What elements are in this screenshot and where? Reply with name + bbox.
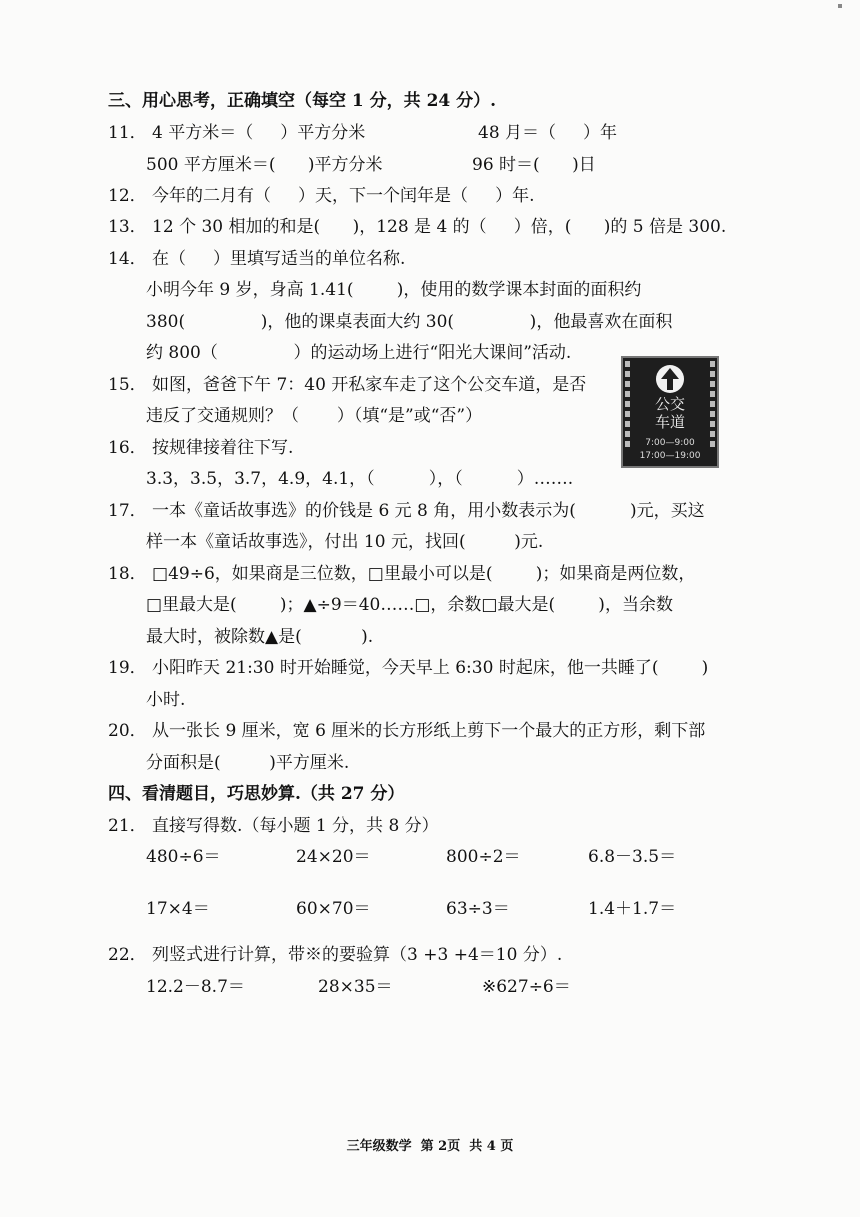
- q18-line2: □里最大是( )；▲÷9＝40……□，余数□最大是( )，当余数: [146, 595, 673, 615]
- sign-time-2: 17:00—19:00: [639, 451, 701, 461]
- film-strip-left: [623, 358, 632, 466]
- q11-line1a: 11． 4 平方米＝（ ）平方分米: [108, 123, 366, 143]
- sign-time-1: 7:00—9:00: [645, 438, 695, 448]
- sign-text-line2: 车道: [654, 413, 685, 431]
- q16: 16． 按规律接着往下写.: [108, 438, 294, 458]
- calc-6: 60×70＝: [296, 899, 371, 919]
- section-4-heading: 四、看清题目，巧思妙算.（共 27 分）: [108, 784, 405, 804]
- q19: 19． 小阳昨天 21:30 时开始睡觉，今天早上 6:30 时起床，他一共睡了( ): [108, 658, 709, 678]
- bus-lane-sign-image: [621, 356, 719, 468]
- page-footer: 三年级数学 第 2页 共 4 页: [346, 1139, 514, 1154]
- scan-mark: [838, 4, 842, 8]
- q17-line2: 样一本《童话故事选》，付出 10 元，找回( )元.: [146, 532, 544, 552]
- q18-line3: 最大时，被除数▲是( ).: [146, 627, 374, 647]
- q11-line2a: 500 平方厘米＝( )平方分米: [146, 155, 383, 175]
- sign-text-line1: 公交: [654, 395, 685, 413]
- calc-1: 480÷6＝: [146, 847, 221, 867]
- vertical-calc-3: ※627÷6＝: [482, 977, 571, 997]
- up-arrow-icon: [653, 364, 687, 394]
- q15: 15． 如图，爸爸下午 7：40 开私家车走了这个公交车道，是否: [108, 375, 587, 395]
- vertical-calc-2: 28×35＝: [318, 977, 393, 997]
- film-strip-right: [708, 358, 717, 466]
- calc-2: 24×20＝: [296, 847, 371, 867]
- q11-line2b: 96 时＝( )日: [472, 155, 596, 175]
- q15-line2: 违反了交通规则？（ ）（填“是”或“否”）: [146, 406, 483, 426]
- q13: 13． 12 个 30 相加的和是( )，128 是 4 的（ ）倍，( )的 5 倍是 300.: [108, 217, 727, 237]
- q16-line2: 3.3，3.5，3.7，4.9，4.1，（ ），（ ）…….: [146, 469, 574, 489]
- vertical-calc-1: 12.2－8.7＝: [146, 977, 245, 997]
- q20-line2: 分面积是( )平方厘米.: [146, 753, 350, 773]
- q19-line2: 小时.: [146, 690, 186, 710]
- calc-5: 17×4＝: [146, 899, 210, 919]
- q12: 12． 今年的二月有（ ）天，下一个闰年是（ ）年.: [108, 186, 535, 206]
- q14-line3: 380( )，他的课桌表面大约 30( )，他最喜欢在面积: [146, 312, 673, 332]
- q22: 22． 列竖式进行计算，带※的要验算（3 +3 +4＝10 分）.: [108, 945, 563, 965]
- q11-line1b: 48 月＝（ ）年: [478, 123, 618, 143]
- q14-line2: 小明今年 9 岁，身高 1.41( )，使用的数学课本封面的面积约: [146, 280, 642, 300]
- q14: 14． 在（ ）里填写适当的单位名称.: [108, 249, 406, 269]
- calc-8: 1.4＋1.7＝: [588, 899, 677, 919]
- q21: 21． 直接写得数.（每小题 1 分，共 8 分）: [108, 816, 439, 836]
- q20: 20． 从一张长 9 厘米，宽 6 厘米的长方形纸上剪下一个最大的正方形，剩下部: [108, 721, 706, 741]
- calc-7: 63÷3＝: [446, 899, 510, 919]
- q18: 18． □49÷6，如果商是三位数，□里最小可以是( )；如果商是两位数，: [108, 564, 696, 584]
- q17: 17． 一本《童话故事选》的价钱是 6 元 8 角，用小数表示为( )元，买这: [108, 501, 705, 521]
- q14-line4: 约 800（ ）的运动场上进行“阳光大课间”活动.: [146, 343, 572, 363]
- section-3-heading: 三、用心思考，正确填空（每空 1 分，共 24 分）.: [108, 91, 497, 111]
- calc-4: 6.8－3.5＝: [588, 847, 677, 867]
- calc-3: 800÷2＝: [446, 847, 521, 867]
